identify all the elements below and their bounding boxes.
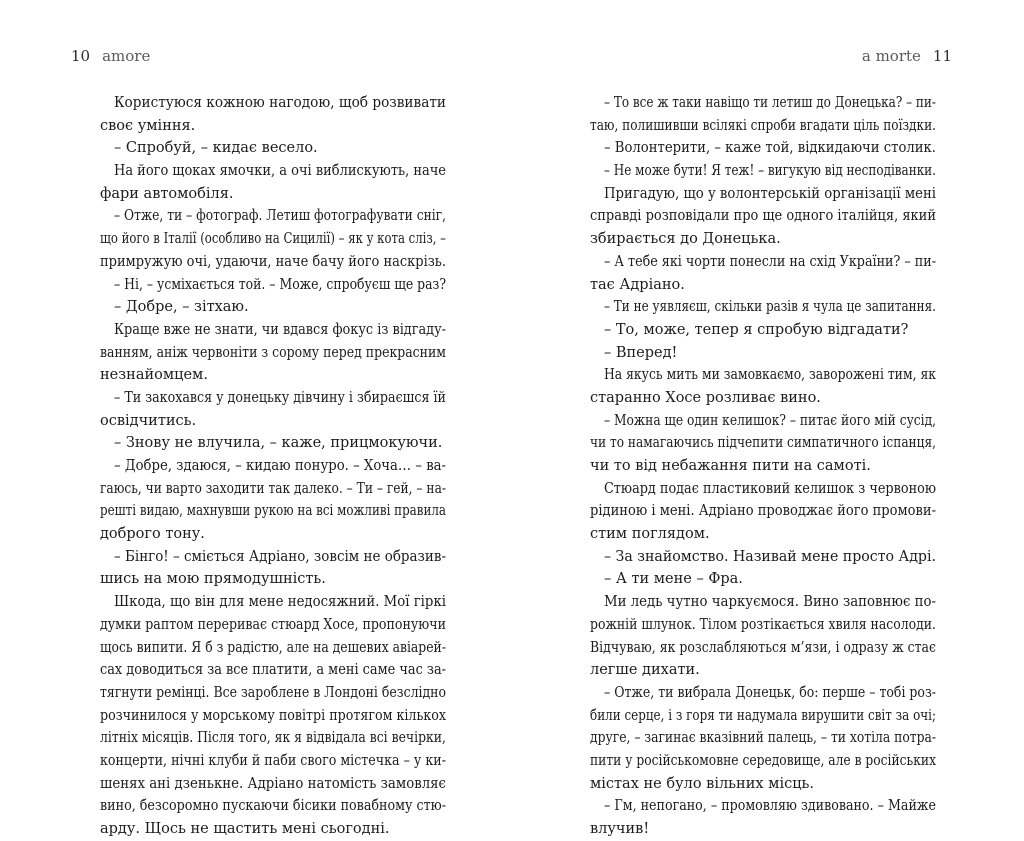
text-line: збирається до Донецька. — [590, 231, 781, 248]
text-line: стим поглядом. — [590, 526, 710, 543]
text-line: таю, полишивши всілякі спроби вгадати ціль поїздки. — [590, 117, 936, 134]
text-line: тає Адріано. — [590, 276, 685, 293]
text-line: містах не було вільних місць. — [590, 775, 815, 792]
text-line: гаюсь, чи варто заходити так далеко. – Ти – гей, – на- — [100, 480, 446, 497]
text-line: справді розповідали про ще одного італійця, який — [590, 208, 936, 225]
text-line: друге, – загинає вказівний палець, – ти хотіла потра- — [590, 730, 936, 747]
page-number: 10 — [71, 47, 91, 65]
running-head-title: a morte — [861, 47, 921, 65]
text-line: влучив! — [590, 821, 650, 837]
text-line: били серце, і з горя ти надумала вирушити світ за очі; — [590, 707, 936, 724]
text-line: – Гм, непогано, – промовляю здивовано. – Майже — [604, 798, 936, 815]
text-line: – То, може, тепер я спробую відгадати? — [604, 321, 909, 338]
text-line: – Спробуй, – кидає весело. — [114, 140, 318, 157]
text-line: – Ти закохався у донецьку дівчину і збираєшся їй — [114, 389, 446, 406]
text-line: Пригадую, що у волонтерській організації мені — [604, 185, 936, 202]
text-line: рожній шлунок. Тілом розтікається хвиля насолоди. — [590, 616, 936, 633]
text-line: що його в Італії (особливо на Сицилії) – як у кота сліз, – — [100, 231, 446, 248]
text-line: решті видаю, махнувши рукою на всі можливі правила — [100, 503, 446, 520]
text-line: Користуюся кожною нагодою, щоб розвивати — [114, 95, 446, 111]
running-head-title: amore — [102, 47, 151, 65]
text-line: освідчитись. — [100, 412, 197, 429]
left-page — [0, 0, 512, 837]
text-line: ванням, аніж червоніти з сорому перед прекрасним — [100, 344, 446, 361]
text-line: – А тебе які чорти понесли на схід України? – пи- — [604, 253, 936, 270]
text-line: Шкода, що він для мене недосяжний. Мої гіркі — [114, 594, 446, 611]
left-page-text — [100, 92, 446, 841]
text-line: Відчуваю, як розслабляються м’язи, і одразу ж стає — [590, 639, 936, 656]
text-line: – Отже, ти – фотограф. Летиш фотографувати сніг, — [114, 208, 446, 225]
text-line: чи то від небажання пити на самоті. — [590, 458, 871, 474]
text-line: Стюард подає пластиковий келишок з червоною — [604, 480, 936, 497]
text-line: своє уміння. — [100, 117, 196, 134]
text-line: шись на мою прямодушність. — [100, 571, 326, 588]
text-line: – Добре, – зітхаю. — [114, 299, 249, 316]
text-line: незнайомцем. — [100, 367, 208, 384]
text-line: рідиною і мені. Адріано проводжає його промови- — [590, 503, 936, 520]
text-line: – Отже, ти вибрала Донецьк, бо: перше – тобі роз- — [604, 684, 936, 701]
text-line: літніх місяців. Після того, як я відвідала всі вечірки, — [100, 730, 446, 747]
text-line: доброго тону. — [100, 526, 205, 543]
text-line: – Знову не влучила, – каже, прицмокуючи. — [114, 435, 443, 452]
text-line: щось випити. Я б з радістю, але на дешевих авіарей- — [100, 639, 446, 656]
text-line: легше дихати. — [590, 662, 700, 679]
text-line: розчинилося у морському повітрі протягом кількох — [100, 707, 446, 724]
text-line: На його щоках ямочки, а очі виблискують, наче — [114, 163, 446, 180]
text-line: – Не може бути! Я теж! – вигукую від несподіванки. — [604, 163, 936, 180]
right-running-head — [862, 46, 952, 66]
text-line: – Ні, – усміхається той. – Може, спробуєш ще раз? — [114, 276, 446, 293]
left-running-head — [71, 46, 150, 66]
text-line: сах доводиться за все платити, а мені саме час за- — [100, 662, 446, 679]
text-line: Ми ледь чутно чаркуємося. Вино заповнює по- — [604, 594, 936, 611]
text-line: – Вперед! — [604, 344, 678, 361]
text-line: – Ти не уявляєш, скільки разів я чула це запитання. — [604, 299, 936, 316]
text-line: арду. Щось не щастить мені сьогодні. — [100, 821, 390, 837]
text-line: – За знайомство. Називай мене просто Адрі. — [604, 548, 936, 565]
text-line: тягнути ремінці. Все зароблене в Лондоні безслідно — [100, 684, 446, 701]
text-line: чи то намагаючись підчепити симпатичного іспанця, — [590, 435, 936, 452]
page-number: 11 — [932, 47, 952, 65]
text-line: – То все ж таки навіщо ти летиш до Донецька? – пи- — [604, 95, 936, 111]
text-line: – Добре, здаюся, – кидаю понуро. – Хоча… – ва- — [114, 458, 446, 474]
text-line: думки раптом перериває стюард Хосе, пропонуючи — [100, 616, 446, 633]
text-line: пити у російськомовне середовище, але в російських — [590, 752, 936, 769]
text-line: – Бінго! – сміється Адріано, зовсім не образив- — [114, 548, 446, 565]
text-line: Краще вже не знати, чи вдався фокус із відгаду- — [114, 321, 446, 338]
text-line: шенях ані дзенькне. Адріано натомість замовляє — [100, 775, 446, 792]
text-line: – Волонтерити, – каже той, відкидаючи столик. — [604, 140, 936, 157]
text-line: вино, безсоромно пускаючи бісики повабному стю- — [100, 798, 446, 815]
text-line: старанно Хосе розливає вино. — [590, 389, 821, 406]
text-line: – Можна ще один келишок? – питає його мій сусід, — [604, 412, 936, 429]
right-page — [512, 0, 1024, 837]
text-line: фари автомобіля. — [100, 185, 234, 202]
text-line: примружую очі, удаючи, наче бачу його наскрізь. — [100, 253, 446, 270]
text-line: На якусь мить ми замовкаємо, заворожені тим, як — [604, 367, 936, 384]
right-page-text — [590, 92, 936, 841]
text-line: – А ти мене – Фра. — [604, 571, 743, 588]
text-line: концерти, нічні клуби й паби свого містечка – у ки- — [100, 752, 446, 769]
